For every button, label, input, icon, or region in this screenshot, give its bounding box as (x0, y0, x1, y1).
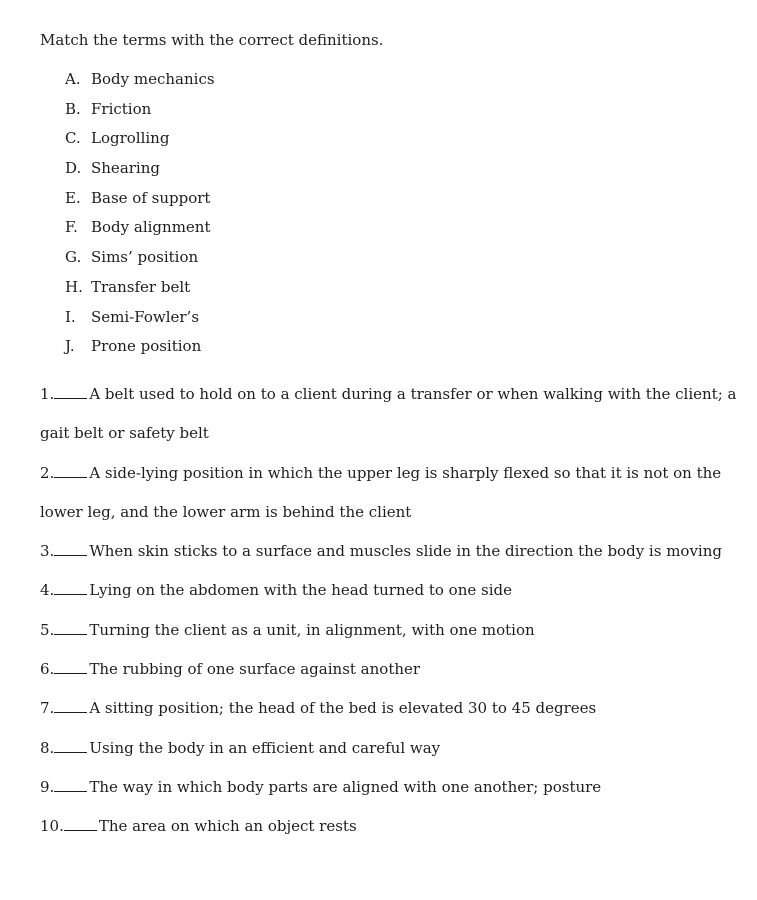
term-text: Friction (91, 99, 152, 118)
definition-item (40, 619, 730, 641)
definition-text: When skin sticks to a surface and muscles slide in the direction the body is moving (89, 542, 722, 561)
terms-list (65, 68, 215, 365)
definition-item (40, 383, 737, 444)
term-letter: J. (65, 337, 75, 356)
answer-blank[interactable] (64, 816, 97, 831)
term-letter: A. (65, 70, 81, 88)
definition-item (40, 697, 730, 719)
term-text: Body alignment (91, 218, 211, 237)
definition-number: 8. (40, 738, 55, 757)
answer-blank[interactable] (54, 698, 87, 713)
definition-continuation: gait belt or safety belt (40, 424, 209, 443)
definition-item (40, 776, 730, 798)
term-item (65, 98, 215, 128)
term-text: Semi-Fowler’s (91, 307, 200, 326)
definition-item (40, 540, 730, 562)
answer-blank[interactable] (54, 738, 87, 753)
definition-text: A sitting position; the head of the bed is elevated 30 to 45 degrees (89, 699, 597, 718)
definition-item (40, 462, 730, 523)
definition-item (40, 815, 730, 837)
definition-item (40, 737, 730, 759)
definition-number: 1. (40, 385, 55, 403)
answer-blank[interactable] (54, 777, 87, 792)
term-letter: I. (65, 307, 76, 326)
definition-number: 10. (40, 817, 64, 836)
term-item (65, 335, 215, 365)
definition-number: 5. (40, 620, 55, 639)
term-letter: D. (65, 159, 82, 178)
term-item (65, 157, 215, 187)
definition-text: The way in which body parts are aligned with one another; posture (89, 777, 602, 796)
term-letter: H. (65, 277, 83, 296)
term-item (65, 216, 215, 246)
instructions: Match the terms with the correct definitions. (40, 31, 384, 49)
term-item (65, 68, 215, 98)
definition-number: 6. (40, 660, 55, 679)
term-letter: C. (65, 129, 81, 148)
definition-text: A side-lying position in which the upper leg is sharply flexed so that it is not on the (89, 463, 722, 482)
definition-item (40, 579, 730, 601)
term-letter: F. (65, 218, 78, 237)
definition-text: A belt used to hold on to a client during a transfer or when walking with the client; a (89, 385, 737, 403)
definition-text: The rubbing of one surface against another (89, 660, 421, 679)
term-letter: E. (65, 188, 81, 207)
definitions-list (40, 383, 737, 855)
term-item (65, 246, 215, 276)
term-item (65, 306, 215, 336)
term-text: Base of support (91, 188, 211, 207)
answer-blank[interactable] (54, 580, 87, 595)
term-text: Body mechanics (91, 70, 215, 88)
definition-number: 4. (40, 581, 55, 600)
term-letter: B. (65, 99, 81, 118)
term-letter: G. (65, 248, 82, 267)
term-item (65, 276, 215, 306)
definition-continuation: lower leg, and the lower arm is behind the client (40, 502, 412, 521)
definition-text: Using the body in an efficient and careful way (89, 738, 441, 757)
definition-text: Turning the client as a unit, in alignment, with one motion (89, 620, 535, 639)
definition-number: 2. (40, 463, 55, 482)
answer-blank[interactable] (54, 463, 87, 478)
term-text: Shearing (91, 159, 160, 178)
answer-blank[interactable] (54, 620, 87, 635)
definition-number: 9. (40, 777, 55, 796)
term-text: Sims’ position (91, 248, 199, 267)
term-text: Prone position (91, 337, 202, 356)
definition-item (40, 658, 730, 680)
answer-blank[interactable] (54, 659, 87, 674)
definition-number: 3. (40, 542, 55, 561)
answer-blank[interactable] (54, 384, 87, 399)
definition-number: 7. (40, 699, 55, 718)
definition-text: The area on which an object rests (98, 817, 357, 836)
definition-text: Lying on the abdomen with the head turned to one side (89, 581, 512, 600)
term-item (65, 187, 215, 217)
term-text: Transfer belt (91, 277, 191, 296)
answer-blank[interactable] (54, 541, 87, 556)
term-item (65, 127, 215, 157)
term-text: Logrolling (91, 129, 170, 148)
